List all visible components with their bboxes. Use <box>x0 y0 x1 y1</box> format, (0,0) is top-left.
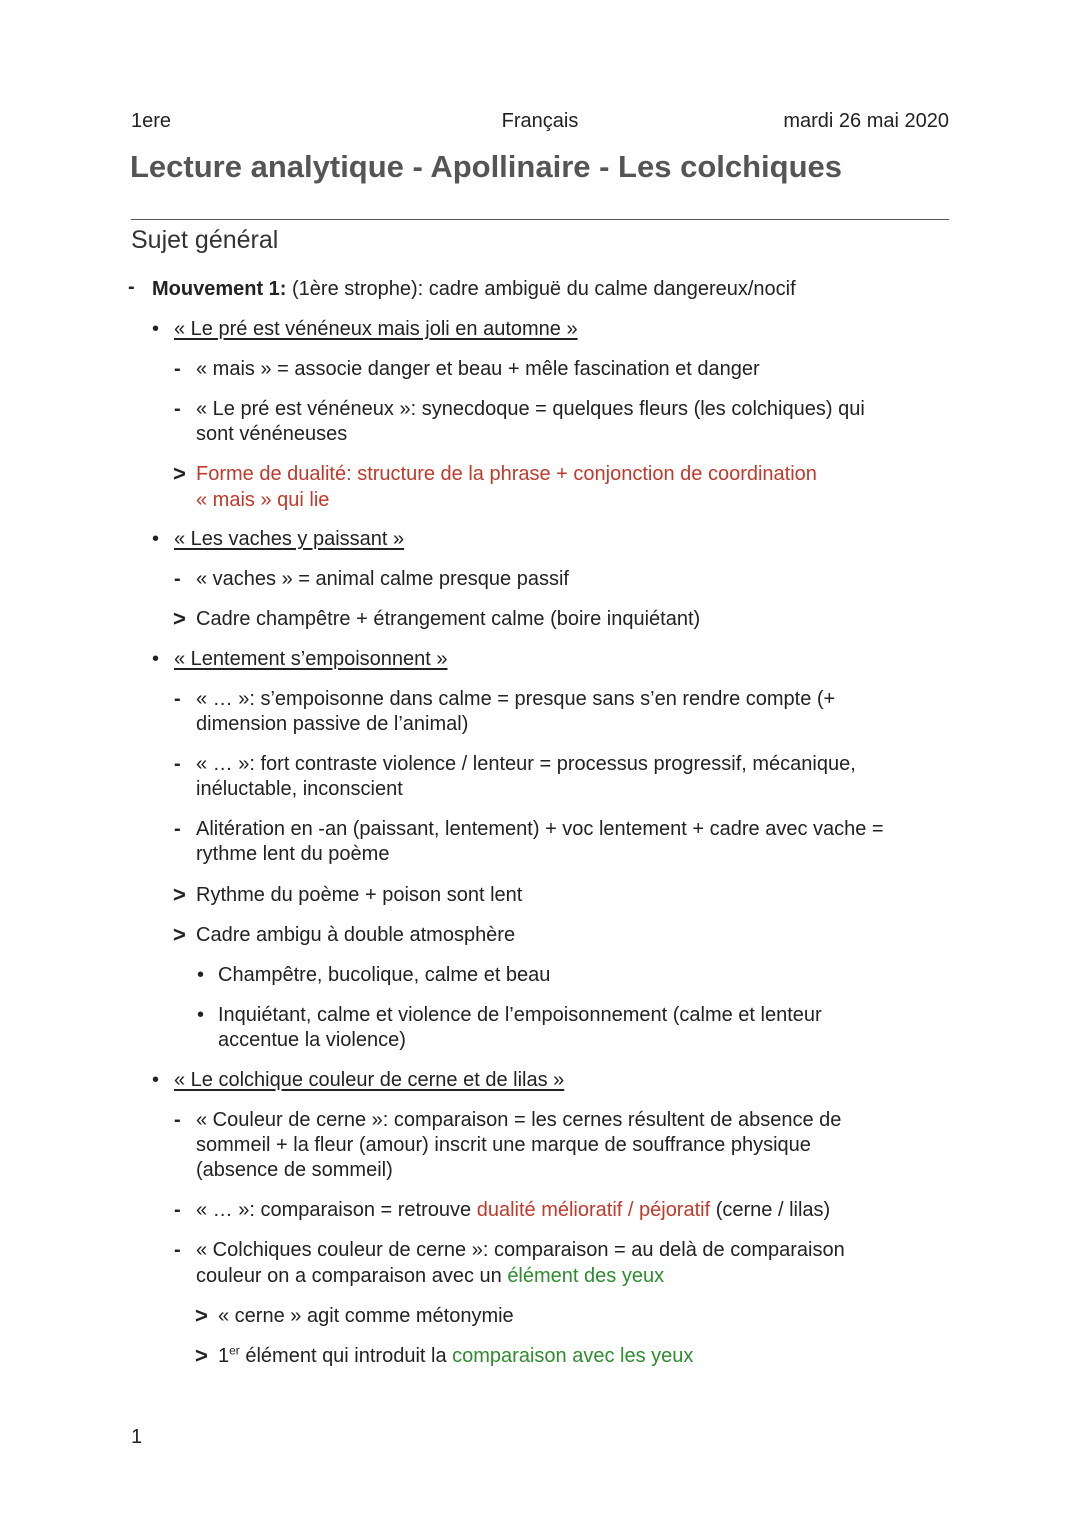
conclusion-line <box>218 1344 693 1369</box>
conclusion-line: Forme de dualité: structure de la phrase + conjonction de coordination <box>196 463 817 485</box>
conclusion-line: « mais » qui lie <box>196 489 330 511</box>
section-heading: Sujet général <box>131 226 279 254</box>
bullet-marker: • <box>152 318 160 340</box>
note-line: « Colchiques couleur de cerne »: comparaison = au delà de comparaison <box>196 1239 845 1261</box>
bullet-marker: • <box>152 1069 160 1091</box>
movement-heading <box>152 277 796 302</box>
conclusion-line: « cerne » agit comme métonymie <box>218 1305 514 1327</box>
note-line: « vaches » = animal calme presque passif <box>196 568 569 590</box>
quote-3: « Lentement s’empoisonnent » <box>174 648 448 670</box>
bullet-marker: • <box>197 964 205 986</box>
dash-marker: - <box>174 753 181 775</box>
quote-4: « Le colchique couleur de cerne et de lilas » <box>174 1069 565 1091</box>
arrow-marker: > <box>195 1343 208 1368</box>
page-number: 1 <box>131 1426 143 1448</box>
dash-marker: - <box>174 1199 181 1221</box>
sub-point: accentue la violence) <box>218 1029 406 1051</box>
sub-point: Champêtre, bucolique, calme et beau <box>218 964 551 986</box>
note-line: (absence de sommeil) <box>196 1159 393 1181</box>
note-line: « mais » = associe danger et beau + mêle fascination et danger <box>196 358 760 380</box>
dash-marker: - <box>174 688 181 710</box>
note-line: inéluctable, inconscient <box>196 778 403 800</box>
arrow-marker: > <box>173 922 186 947</box>
quote-2: « Les vaches y paissant » <box>174 528 405 550</box>
dash-marker: - <box>174 568 181 590</box>
header-subject: Français <box>501 110 579 132</box>
title-divider <box>131 219 949 220</box>
note-line: rythme lent du poème <box>196 843 390 865</box>
header-level: 1ere <box>131 110 172 132</box>
note-line <box>196 1264 664 1289</box>
conclusion-line: Cadre champêtre + étrangement calme (boire inquiétant) <box>196 608 701 630</box>
note-line <box>196 1198 830 1223</box>
note-text: « … »: comparaison = retrouve <box>196 1199 477 1221</box>
header-date: mardi 26 mai 2020 <box>783 110 949 132</box>
note-text: couleur on a comparaison avec un <box>196 1265 508 1287</box>
movement-text: (1ère strophe): cadre ambiguë du calme dangereux/nocif <box>286 278 796 300</box>
arrow-marker: > <box>173 606 186 631</box>
dash-marker: - <box>174 398 181 420</box>
dash-marker: - <box>174 1239 181 1261</box>
note-line: sommeil + la fleur (amour) inscrit une marque de souffrance physique <box>196 1134 811 1156</box>
note-text: élément qui introduit la <box>239 1345 453 1367</box>
note-line: « Couleur de cerne »: comparaison = les cernes résultent de absence de <box>196 1109 842 1131</box>
sub-point: Inquiétant, calme et violence de l’empoisonnement (calme et lenteur <box>218 1004 822 1026</box>
note-line: dimension passive de l’animal) <box>196 713 469 735</box>
note-line: « … »: s’empoisonne dans calme = presque sans s’en rendre compte (+ <box>196 688 836 710</box>
dash-marker: - <box>174 818 181 840</box>
dash-marker: - <box>128 276 135 298</box>
highlight-green: comparaison avec les yeux <box>452 1345 694 1367</box>
arrow-marker: > <box>173 461 186 486</box>
note-line: « Le pré est vénéneux »: synecdoque = quelques fleurs (les colchiques) qui <box>196 398 865 420</box>
bullet-marker: • <box>197 1004 205 1026</box>
quote-1: « Le pré est vénéneux mais joli en automne » <box>174 318 578 340</box>
note-text: (cerne / lilas) <box>710 1199 831 1221</box>
note-line: « … »: fort contraste violence / lenteur = processus progressif, mécanique, <box>196 753 856 775</box>
highlight-green: élément des yeux <box>507 1265 665 1287</box>
ordinal-number: 1 <box>218 1345 230 1367</box>
conclusion-line: Rythme du poème + poison sont lent <box>196 884 523 906</box>
arrow-marker: > <box>173 882 186 907</box>
bullet-marker: • <box>152 528 160 550</box>
bullet-marker: • <box>152 648 160 670</box>
note-line: sont vénéneuses <box>196 423 348 445</box>
highlight-red: dualité mélioratif / péjoratif <box>476 1199 711 1221</box>
page-title: Lecture analytique - Apollinaire - Les colchiques <box>130 149 843 184</box>
movement-label: Mouvement 1: <box>152 278 287 300</box>
arrow-marker: > <box>195 1303 208 1328</box>
ordinal-suffix: er <box>229 1343 240 1358</box>
conclusion-line: Cadre ambigu à double atmosphère <box>196 924 516 946</box>
note-line: Alitération en -an (paissant, lentement) + voc lentement + cadre avec vache = <box>196 818 884 840</box>
dash-marker: - <box>174 1109 181 1131</box>
dash-marker: - <box>174 358 181 380</box>
